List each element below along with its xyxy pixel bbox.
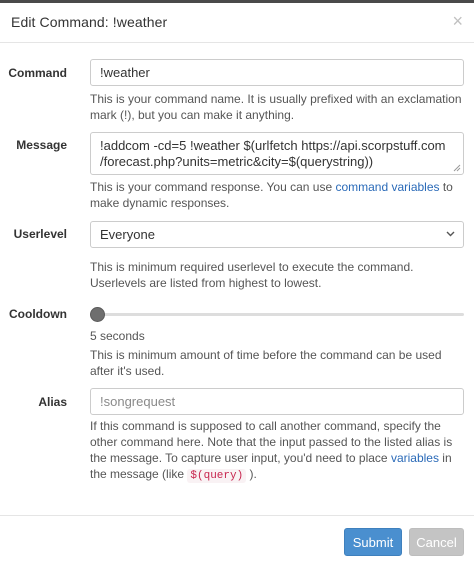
resize-grip-icon[interactable] (453, 164, 461, 172)
alias-label: Alias (38, 395, 67, 409)
command-input[interactable]: !weather (90, 59, 464, 86)
cooldown-help: This is minimum amount of time before the command can be used after it's used. (90, 348, 442, 378)
submit-button[interactable]: Submit (344, 528, 402, 556)
message-help-text-end: to make dynamic responses. (90, 180, 453, 210)
userlevel-label: Userlevel (13, 227, 67, 241)
command-help: This is your command name. It is usually prefixed with an exclamation mark (!), but you can make it anything. (90, 92, 462, 122)
close-icon[interactable]: × (452, 11, 463, 31)
userlevel-help: This is minimum required userlevel to execute the command. Userlevels are listed from highest to lowest. (90, 260, 414, 290)
userlevel-selected-value: Everyone (100, 227, 155, 242)
message-help-text: This is your command response. You can use (90, 180, 336, 194)
command-label: Command (8, 66, 67, 80)
variables-link[interactable]: variables (390, 451, 439, 465)
alias-input[interactable]: !songrequest (90, 388, 464, 415)
modal-header (0, 3, 474, 43)
cooldown-value: 5 seconds (90, 329, 145, 343)
cooldown-slider-thumb[interactable] (90, 307, 105, 322)
command-variables-link[interactable]: command variables (335, 180, 440, 194)
message-label: Message (16, 138, 67, 152)
cooldown-slider-track[interactable] (94, 313, 464, 316)
message-help (90, 179, 468, 211)
message-textarea[interactable] (90, 132, 464, 175)
cancel-button[interactable]: Cancel (409, 528, 464, 556)
alias-help (90, 418, 468, 484)
cooldown-label: Cooldown (9, 307, 67, 321)
chevron-down-icon (446, 231, 455, 237)
modal-title: Edit Command: !weather (11, 14, 168, 30)
alias-help-text-3: ). (246, 467, 257, 481)
modal-footer (0, 515, 474, 566)
message-text: !addcom -cd=5 !weather $(urlfetch https://api.scorpstuff.com /forecast.php?units=metric&city=$(querystring)) (100, 138, 446, 169)
alias-help-text-2: in the message (like (90, 451, 452, 481)
userlevel-select[interactable] (90, 221, 464, 248)
query-code: $(query) (187, 469, 246, 483)
alias-help-text: If this command is supposed to call another command, specify the other command here. Note that the input passed to the listed alias is the message. To capture user input, you'd need to place (90, 419, 453, 465)
